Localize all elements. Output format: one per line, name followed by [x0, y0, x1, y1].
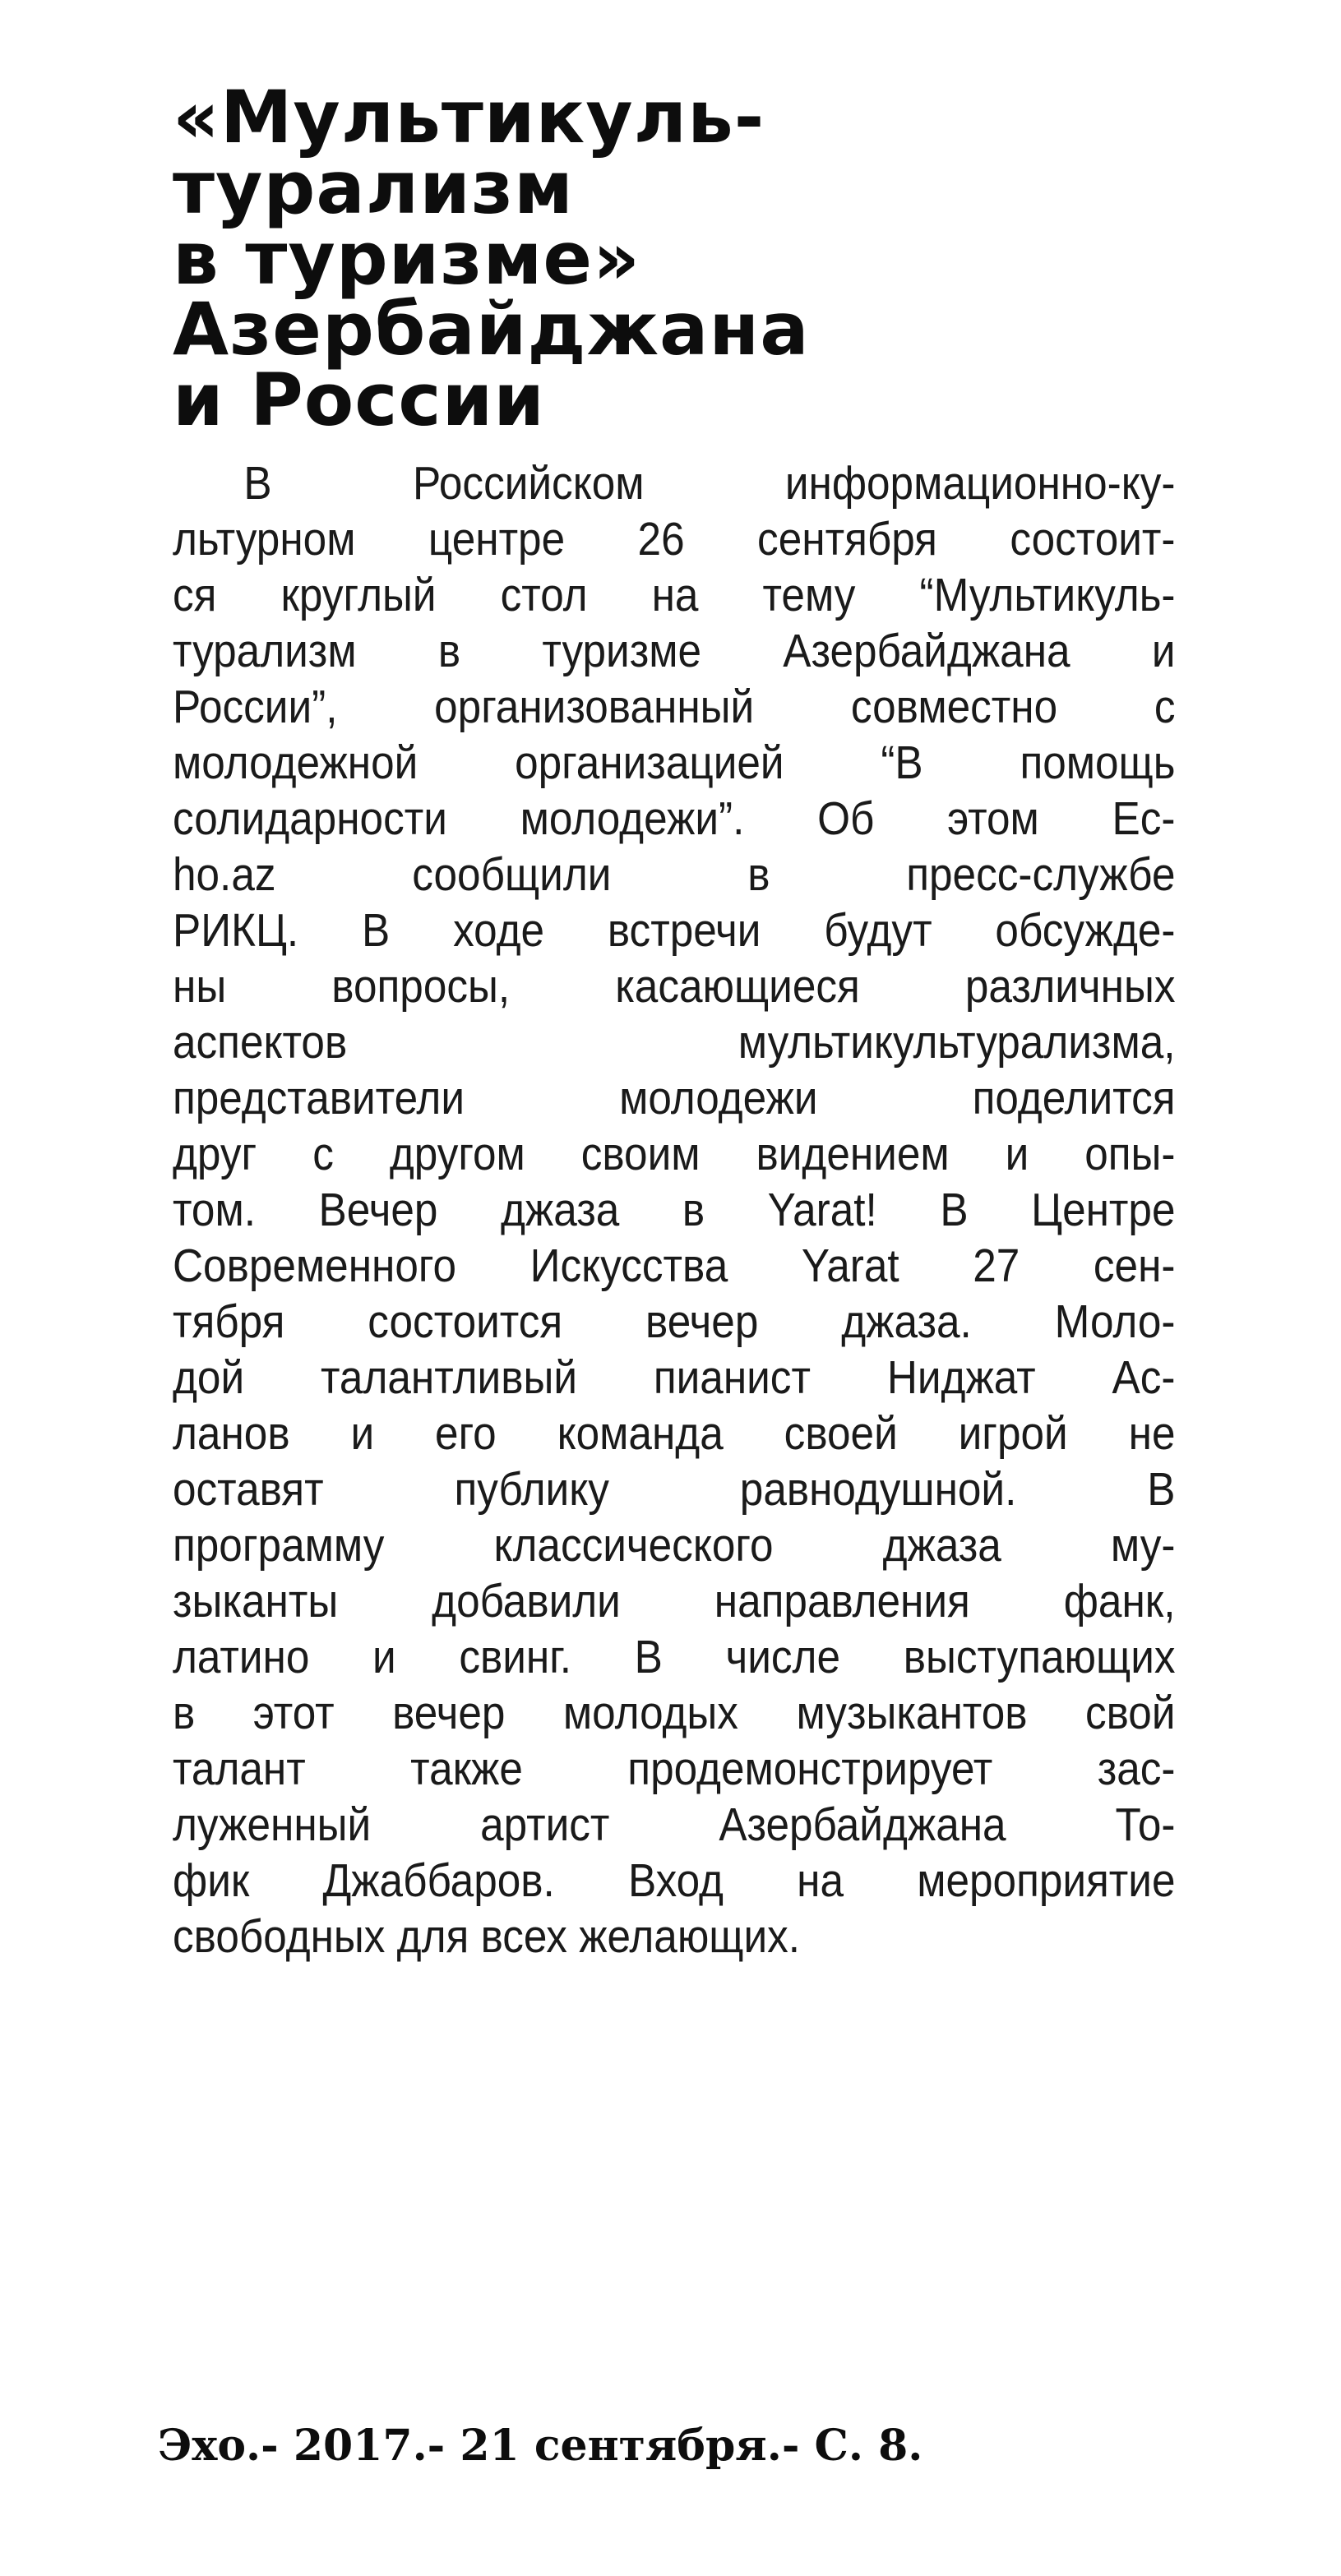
body-line: В Российском информационно-ку- [243, 457, 1176, 510]
article-body [173, 455, 1176, 1964]
body-line: том. Вечер джаза в Yarat! В Центре [173, 1184, 1176, 1236]
body-line: России”, организованный совместно с [173, 681, 1176, 733]
headline-line: «Мультикуль- [173, 75, 765, 159]
body-line: друг с другом своим видением и опы- [173, 1128, 1176, 1180]
body-line: аспектов мультикультурализма, [173, 1016, 1176, 1069]
body-line: молодежной организацией “В помощь [173, 736, 1176, 789]
body-line: ланов и его команда своей игрой не [173, 1407, 1176, 1460]
body-line: льтурном центре 26 сентября состоит- [173, 513, 1176, 566]
body-line: оставят публику равнодушной. В [173, 1463, 1176, 1516]
headline-line: и России [173, 358, 545, 442]
source-citation: Эхо.- 2017.- 21 сентября.- С. 8. [158, 2421, 923, 2471]
headline-line: Азербайджана [173, 287, 810, 372]
body-line: Современного Искусства Yarat 27 сен- [173, 1240, 1176, 1292]
body-line: в этот вечер молодых музыкантов свой [173, 1687, 1176, 1739]
body-line: латино и свинг. В числе выступающих [173, 1631, 1176, 1683]
headline-line: турализм [173, 145, 574, 230]
body-line: турализм в туризме Азербайджана и [173, 625, 1176, 677]
body-line: ся круглый стол на тему “Мультикуль- [173, 569, 1176, 621]
body-line: программу классического джаза му- [173, 1519, 1176, 1572]
body-line: фик Джаббаров. Вход на мероприятие [173, 1854, 1176, 1907]
body-line: зыканты добавили направления фанк, [173, 1575, 1176, 1627]
headline-line: в туризме» [173, 216, 640, 301]
body-line: ны вопросы, касающиеся различных [173, 960, 1176, 1013]
body-line: представители молодежи поделится [173, 1072, 1176, 1124]
body-line: ho.az сообщили в пресс-службе [173, 848, 1176, 901]
body-line: РИКЦ. В ходе встречи будут обсужде- [173, 904, 1176, 957]
body-line: тября состоится вечер джаза. Моло- [173, 1295, 1176, 1348]
body-line: дой талантливый пианист Ниджат Ас- [173, 1351, 1176, 1404]
body-line: луженный артист Азербайджана То- [173, 1798, 1176, 1851]
body-line: свободных для всех желающих. [173, 1910, 801, 1963]
body-line: солидарности молодежи”. Об этом Ec- [173, 792, 1176, 845]
newspaper-clipping [173, 75, 1176, 1964]
article-headline [173, 75, 1176, 442]
body-line: талант также продемонстрирует зас- [173, 1743, 1176, 1795]
